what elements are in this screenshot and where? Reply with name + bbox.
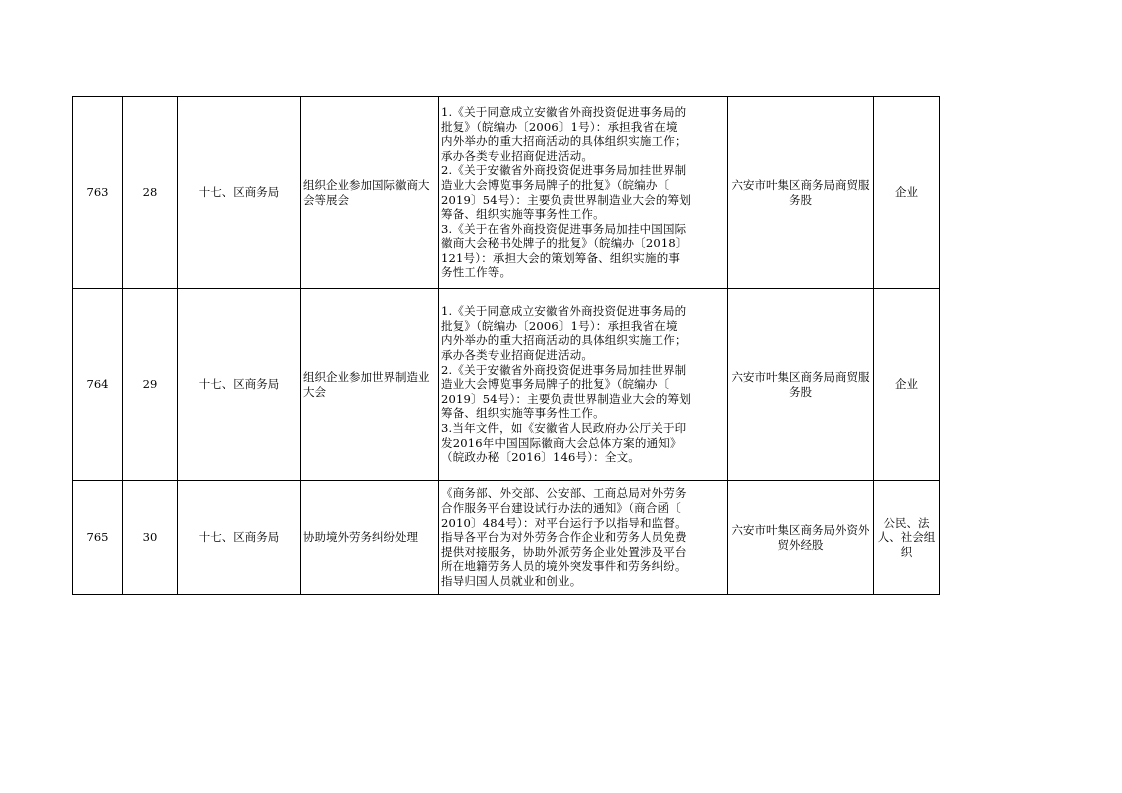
seq-cell: 763 [73, 97, 123, 289]
basis-line: 指导归国人员就业和创业。 [441, 573, 582, 588]
target-cell: 公民、法人、社会组织 [874, 481, 940, 595]
target-cell: 企业 [874, 289, 940, 481]
basis-line: 造业大会博览事务局牌子的批复》（皖编办〔 [441, 177, 670, 192]
basis-line: 所在地籍劳务人员的境外突发事件和劳务纠纷。 [441, 559, 687, 574]
basis-line: 《商务部、外交部、公安部、工商总局对外劳务 [441, 486, 687, 501]
basis-cell [439, 481, 728, 595]
basis-cell [439, 97, 728, 289]
data-table [72, 96, 940, 595]
basis-line: 1.《关于同意成立安徽省外商投资促进事务局的 [441, 304, 687, 319]
basis-line: （皖政办秘〔2016〕146号）：全文。 [441, 450, 640, 465]
table-row [73, 97, 940, 289]
basis-line: 1.《关于同意成立安徽省外商投资促进事务局的 [441, 104, 687, 119]
basis-line: 发2016年中国国际徽商大会总体方案的通知》 [441, 435, 682, 450]
basis-line: 批复》（皖编办〔2006〕1号）：承担我省在境 [441, 318, 678, 333]
item-name-cell: 组织企业参加世界制造业大会 [301, 289, 439, 481]
target-cell: 企业 [874, 97, 940, 289]
basis-line: 务性工作等。 [441, 265, 512, 280]
responsible-unit-cell: 六安市叶集区商务局商贸服务股 [728, 97, 874, 289]
table-row [73, 289, 940, 481]
basis-line: 承办各类专业招商促进活动。 [441, 348, 594, 363]
department-cell: 十七、区商务局 [178, 289, 301, 481]
sub-seq-cell: 28 [123, 97, 178, 289]
basis-line: 内外举办的重大招商活动的具体组织实施工作； [441, 134, 687, 149]
basis-line: 121号）：承担大会的策划筹备、组织实施的事 [441, 250, 681, 265]
basis-line: 筹备、组织实施等事务性工作。 [441, 406, 605, 421]
sub-seq-cell: 29 [123, 289, 178, 481]
basis-cell [439, 289, 728, 481]
basis-line: 合作服务平台建设试行办法的通知》（商合函〔 [441, 501, 681, 516]
seq-cell: 765 [73, 481, 123, 595]
basis-line: 徽商大会秘书处牌子的批复》（皖编办〔2018〕 [441, 236, 688, 251]
department-cell: 十七、区商务局 [178, 481, 301, 595]
basis-line: 2019〕54号）：主要负责世界制造业大会的筹划 [441, 192, 691, 207]
responsible-unit-cell: 六安市叶集区商务局外资外贸外经股 [728, 481, 874, 595]
item-name-cell: 组织企业参加国际徽商大会等展会 [301, 97, 439, 289]
item-name-cell: 协助境外劳务纠纷处理 [301, 481, 439, 595]
basis-line: 承办各类专业招商促进活动。 [441, 148, 594, 163]
responsible-unit-cell: 六安市叶集区商务局商贸服务股 [728, 289, 874, 481]
basis-line: 内外举办的重大招商活动的具体组织实施工作； [441, 333, 687, 348]
table-row [73, 481, 940, 595]
department-cell: 十七、区商务局 [178, 97, 301, 289]
basis-line: 2019〕54号）：主要负责世界制造业大会的筹划 [441, 391, 691, 406]
basis-line: 3.当年文件，如《安徽省人民政府办公厅关于印 [441, 420, 687, 435]
basis-line: 筹备、组织实施等事务性工作。 [441, 207, 605, 222]
basis-line: 2.《关于安徽省外商投资促进事务局加挂世界制 [441, 362, 687, 377]
sub-seq-cell: 30 [123, 481, 178, 595]
basis-line: 指导各平台为对外劳务合作企业和劳务人员免费 [441, 530, 687, 545]
table-body [73, 97, 940, 595]
basis-line: 造业大会博览事务局牌子的批复》（皖编办〔 [441, 377, 670, 392]
basis-line: 2010〕484号）：对平台运行予以指导和监督。 [441, 515, 687, 530]
basis-line: 提供对接服务，协助外派劳务企业处置涉及平台 [441, 544, 687, 559]
basis-line: 2.《关于安徽省外商投资促进事务局加挂世界制 [441, 163, 687, 178]
basis-line: 批复》（皖编办〔2006〕1号）：承担我省在境 [441, 119, 678, 134]
basis-line: 3.《关于在省外商投资促进事务局加挂中国国际 [441, 221, 687, 236]
seq-cell: 764 [73, 289, 123, 481]
